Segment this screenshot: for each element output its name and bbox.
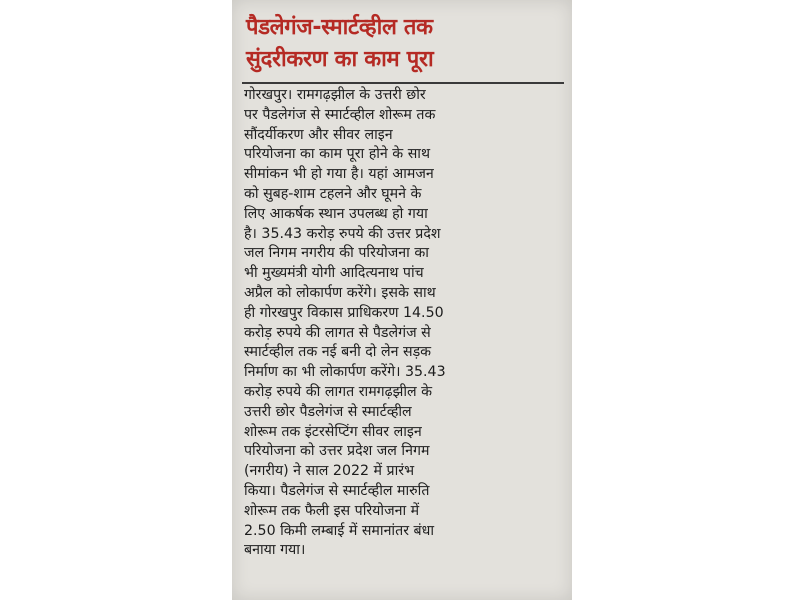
body-line: अप्रैल को लोकार्पण करेंगे। इसके साथ — [244, 284, 436, 301]
body-line: सीमांकन भी हो गया है। यहां आमजन — [244, 166, 434, 183]
body-line: को सुबह-शाम टहलने और घूमने के — [244, 185, 422, 202]
body-line: किया। पैडलेगंज से स्मार्टव्हील मारुति — [244, 482, 430, 499]
body-line: (नगरीय) ने साल 2022 में प्रारंभ — [244, 463, 415, 480]
body-line: सौंदर्यीकरण और सीवर लाइन — [244, 126, 393, 143]
headline-divider — [242, 82, 564, 84]
body-line: उत्तरी छोर पैडलेगंज से स्मार्टव्हील — [244, 403, 412, 420]
body-line: गोरखपुर। रामगढ़झील के उत्तरी छोर — [244, 87, 426, 103]
body-line: लिए आकर्षक स्थान उपलब्ध हो गया — [244, 205, 428, 222]
headline-line: सुंदरीकरण का काम पूरा — [246, 47, 434, 72]
body-line: पर पैडलेगंज से स्मार्टव्हील शोरूम तक — [244, 106, 436, 123]
body-line: स्मार्टव्हील तक नई बनी दो लेन सड़क — [244, 344, 432, 361]
body-line: भी मुख्यमंत्री योगी आदित्यनाथ पांच — [244, 265, 424, 282]
body-line: करोड़ रुपये की लागत से पैडलेगंज से — [244, 324, 431, 341]
headline-line: पैडलेगंज-स्मार्टव्हील तक — [246, 15, 433, 40]
body-line: ही गोरखपुर विकास प्राधिकरण 14.50 — [244, 304, 444, 321]
body-line: शोरूम तक इंटरसेप्टिंग सीवर लाइन — [244, 423, 422, 440]
body-line: है। 35.43 करोड़ रुपये की उत्तर प्रदेश — [244, 225, 441, 242]
body-line: परियोजना का काम पूरा होने के साथ — [244, 146, 431, 163]
newspaper-clipping — [232, 0, 572, 600]
article-body — [244, 86, 562, 561]
body-line: बनाया गया। — [244, 542, 306, 559]
body-line: निर्माण का भी लोकार्पण करेंगे। 35.43 — [244, 364, 446, 381]
article-headline — [246, 12, 562, 76]
body-line: करोड़ रुपये की लागत रामगढ़झील के — [244, 383, 433, 400]
body-line: 2.50 किमी लम्बाई में समानांतर बंधा — [244, 522, 435, 539]
body-line: शोरूम तक फैली इस परियोजना में — [244, 502, 420, 519]
body-line: जल निगम नगरीय की परियोजना का — [244, 245, 429, 262]
body-line: परियोजना को उत्तर प्रदेश जल निगम — [244, 443, 430, 460]
